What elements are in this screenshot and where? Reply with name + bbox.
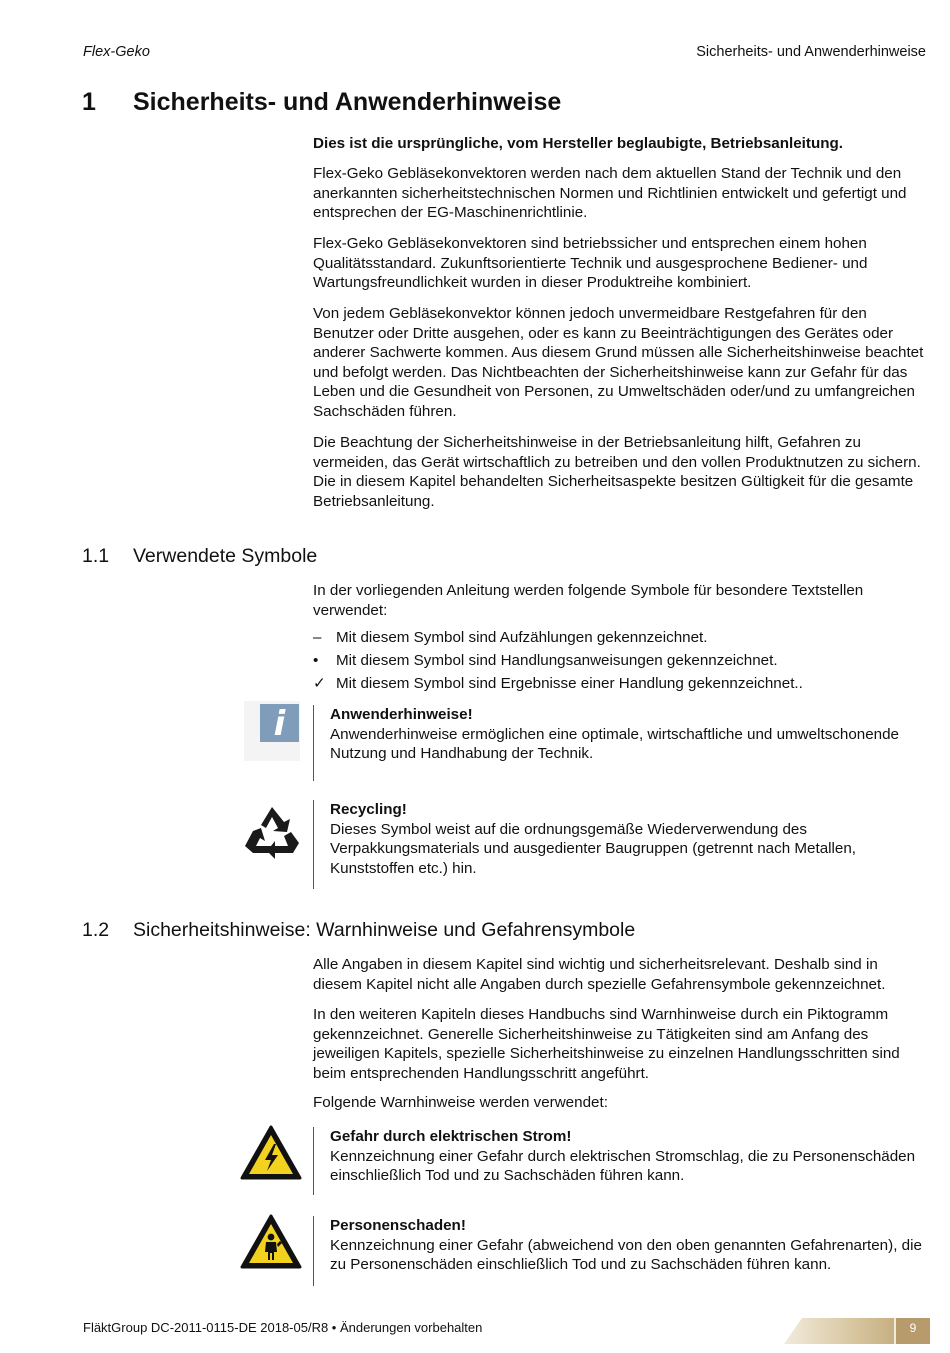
chapter-title: Sicherheits- und Anwenderhinweise: [133, 88, 562, 116]
header-section: Sicherheits- und Anwenderhinweise: [696, 44, 926, 60]
paragraph-text: In der vorliegenden Anleitung werden folgende Symbole für besondere Textstellen verwendet:: [313, 582, 864, 619]
section-1-1-heading: [82, 545, 682, 571]
paragraph-text: Flex-Geko Gebläsekonvektoren werden nach dem aktuellen Stand der Technik und den anerkannten sicherheitstechnischen Normen und Richtlinien entwickelt und gefertigt und entsprechen der EG-Maschinenrichtlinie.: [313, 165, 907, 222]
dash-marker: –: [313, 629, 322, 646]
footer-text: FläktGroup DC-2011-0115-DE 2018-05/R8 • Änderungen vorbehalten: [83, 1320, 483, 1335]
warning-personal-injury: [313, 1216, 929, 1286]
paragraph-text: Von jedem Gebläsekonvektor können jedoch unvermeidbare Restgefahren für den Benutzer oder Dritte ausgehen, oder es kann zu Beeinträchtigungen des Gerätes oder anderer Sachwerte kommen. Aus diesem Grund müssen alle Sicherheitshinweise beachtet und befolgt werden. Das Nichtbeachten der Sicherheitshinweise kann zur Gefahr für das Leben und die Gesundheit von Personen, zu Umweltschäden oder/und zu umfangreichen Sachschäden führen.: [313, 305, 924, 420]
note-title: Anwenderhinweise!: [330, 706, 473, 723]
svg-text:i: i: [273, 704, 286, 744]
note-text: Anwenderhinweise ermöglichen eine optimale, wirtschaftliche und umweltschonende Nutzung und Handhabung der Technik.: [330, 725, 900, 763]
section-title: Verwendete Symbole: [133, 545, 318, 567]
checkmark-marker: ✓: [313, 675, 326, 692]
list-item-text: Mit diesem Symbol sind Aufzählungen gekennzeichnet.: [336, 629, 708, 646]
warning-text: Kennzeichnung einer Gefahr (abweichend von den oben genannten Gefahrenarten), die zu Personenschäden einschließlich Tod und zu Sachschäden führen kann.: [330, 1236, 922, 1274]
list-item: [313, 628, 929, 651]
paragraph-text: Flex-Geko Gebläsekonvektoren sind betriebssicher und entsprechen einem hohen Qualitätsstandard. Zukunftsorientierte Technik und ausgesprochene Bediener- und Wartungsfreundlichkeit wurden in dieser Produktreihe kombiniert.: [313, 235, 868, 292]
section-1-2-heading: [82, 919, 782, 945]
chapter-paragraph: [313, 433, 929, 511]
warning-title: Gefahr durch elektrischen Strom!: [330, 1128, 572, 1145]
paragraph-text: In den weiteren Kapiteln dieses Handbuchs sind Warnhinweise durch ein Piktogramm gekennzeichnet. Generelle Sicherheitshinweise zu Tätigkeiten sind am Anfang des jeweiligen Kapitels, spezielle Sicherheitshinweise zu einzelnen Handlungsschritten sind beim entsprechenden Handlungsschritt angeführt.: [313, 1006, 900, 1082]
electric-hazard-icon: [240, 1125, 302, 1181]
intro-statement: Dies ist die ursprüngliche, vom Hersteller beglaubigte, Betriebsanleitung.: [313, 135, 843, 152]
paragraph-text: Folgende Warnhinweise werden verwendet:: [313, 1094, 608, 1111]
paragraph-text: Die Beachtung der Sicherheitshinweise in der Betriebsanleitung hilft, Gefahren zu vermeiden, das Gerät wirtschaftlich zu betreiben und den vollen Produktnutzen zu sichern. Die in diesem Kapitel behandelten Sicherheitsaspekte besitzen Gültigkeit für die gesamte Betriebsanleitung.: [313, 434, 921, 510]
symbol-list: [313, 628, 929, 697]
chapter-intro: [313, 134, 929, 154]
warning-title: Personenschaden!: [330, 1217, 466, 1234]
warning-electric: [313, 1127, 929, 1195]
section-1-2-paragraph: [313, 955, 929, 994]
note-recycling: [313, 800, 929, 889]
recycling-icon: [243, 801, 301, 859]
paragraph-text: Alle Angaben in diesem Kapitel sind wichtig und sicherheitsrelevant. Deshalb sind in diesem Kapitel nicht alle Angaben durch spezielle Gefahrensymbole gekennzeichnet.: [313, 956, 886, 993]
note-user-hint: [313, 705, 929, 781]
section-number: 1.1: [82, 545, 110, 567]
chapter-number: 1: [82, 88, 96, 116]
header-product: Flex-Geko: [83, 44, 150, 60]
page-number-bar: [784, 1318, 930, 1344]
chapter-heading: [82, 88, 682, 118]
chapter-paragraph: [313, 164, 929, 223]
warning-text: Kennzeichnung einer Gefahr durch elektrischen Stromschlag, die zu Personenschäden einschließlich Tod und zu Sachschäden führen kann.: [330, 1147, 916, 1185]
section-1-2-paragraph: [313, 1093, 929, 1113]
section-number: 1.2: [82, 919, 110, 941]
note-text: Dieses Symbol weist auf die ordnungsgemäße Wiederverwendung des Verpakkungsmaterials und ausgedienter Baugruppen (getrennt nach Metallen, Kunststoffen etc.) hin.: [330, 820, 856, 877]
section-title: Sicherheitshinweise: Warnhinweise und Gefahrensymbole: [133, 919, 636, 941]
section-1-2-paragraph: [313, 1005, 929, 1083]
list-item: [313, 674, 929, 697]
note-title: Recycling!: [330, 801, 407, 818]
list-item-text: Mit diesem Symbol sind Ergebnisse einer Handlung gekennzeichnet..: [336, 675, 803, 692]
list-item: [313, 651, 929, 674]
chapter-paragraph: [313, 234, 929, 293]
section-1-1-intro: [313, 581, 929, 620]
page-number: 9: [909, 1321, 917, 1335]
info-icon: [244, 701, 300, 761]
list-item-text: Mit diesem Symbol sind Handlungsanweisungen gekennzeichnet.: [336, 652, 778, 669]
chapter-paragraph: [313, 304, 929, 422]
bullet-marker: •: [313, 652, 319, 669]
personal-injury-icon: [240, 1214, 302, 1270]
